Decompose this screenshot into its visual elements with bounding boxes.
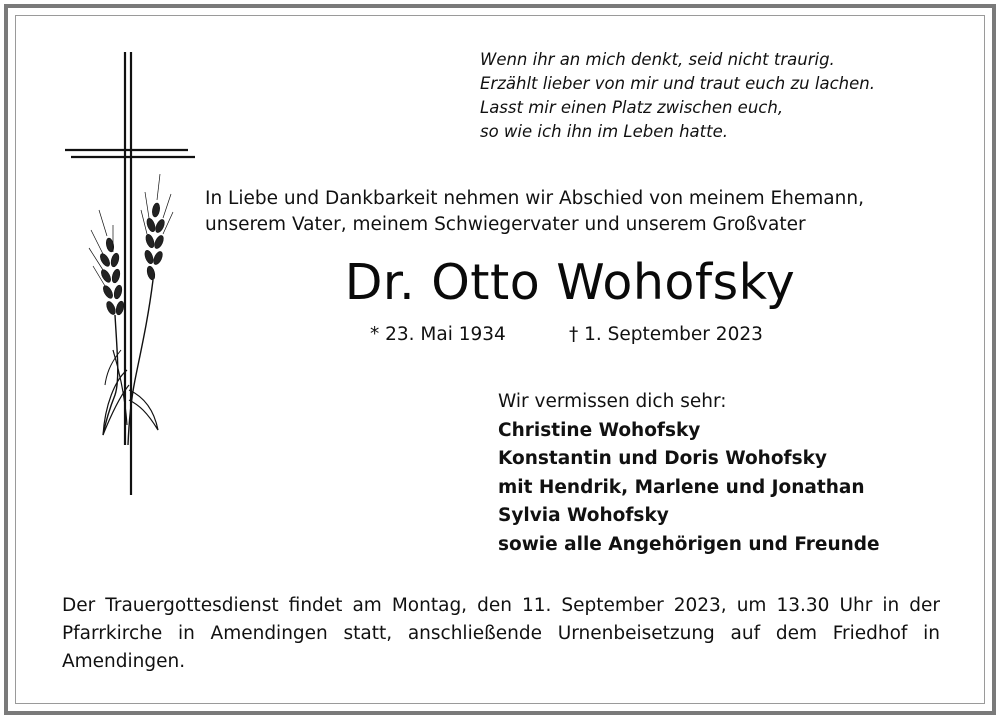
poem-line: Wenn ihr an mich denkt, seid nicht traurig. [480,50,835,69]
family-member: Christine Wohofsky [498,419,701,441]
farewell-intro [205,186,965,238]
death-date: † 1. September 2023 [569,324,763,345]
family-intro: Wir vermissen dich sehr: [498,391,727,412]
intro-line: unserem Vater, meinem Schwiegervater und unserem Großvater [205,214,806,235]
family-list [498,388,968,559]
family-member: Sylvia Wohofsky [498,505,669,526]
family-member: sowie alle Angehörigen und Freunde [498,533,880,555]
birth-date: * 23. Mai 1934 [370,324,506,345]
service-details: Der Trauergottesdienst findet am Montag, den 11. September 2023, um 13.30 Uhr in der Pfarrkirche in Amendingen statt, anschließende Urnenbeisetzung auf dem Friedhof in Amendingen. [62,595,940,672]
poem-line: so wie ich ihn im Leben hatte. [480,122,728,141]
poem [480,48,940,144]
deceased-name: Dr. Otto Wohofsky [344,254,796,311]
family-member: mit Hendrik, Marlene und Jonathan [498,476,865,498]
intro-line: In Liebe und Dankbarkeit nehmen wir Abschied von meinem Ehemann, [205,188,864,209]
cross-with-wheat-icon [55,50,205,500]
poem-line: Erzählt lieber von mir und traut euch zu lachen. [480,74,875,93]
poem-line: Lasst mir einen Platz zwischen euch, [480,98,784,117]
family-member: Konstantin und Doris Wohofsky [498,448,827,469]
